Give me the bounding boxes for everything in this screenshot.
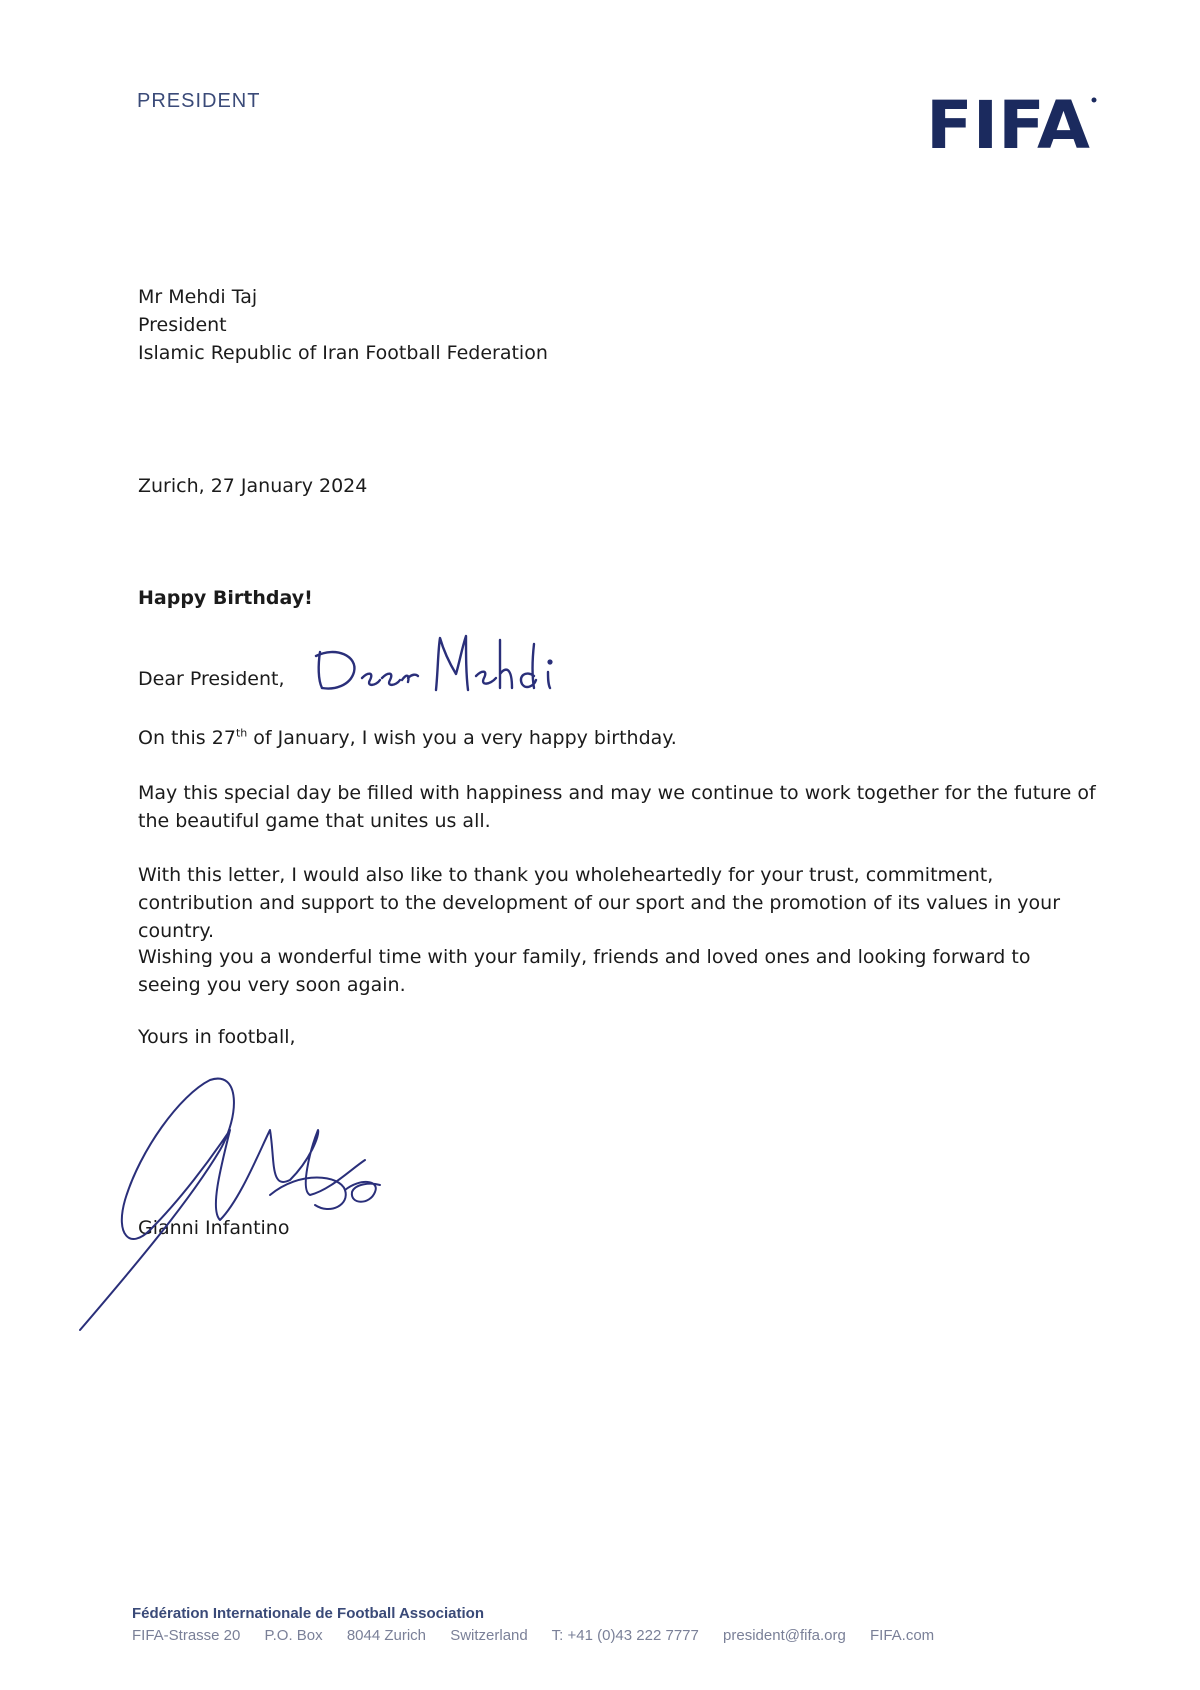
fifa-logo-text: FIFA xyxy=(926,92,1090,154)
footer-phone: T: +41 (0)43 222 7777 xyxy=(551,1627,699,1644)
fifa-logo xyxy=(926,92,1098,154)
handwritten-dear-mehdi xyxy=(310,630,600,700)
footer-website[interactable]: FIFA.com xyxy=(870,1627,935,1644)
footer-street: FIFA-Strasse 20 xyxy=(132,1627,241,1644)
footer-email[interactable]: president@fifa.org xyxy=(723,1627,846,1644)
recipient-address xyxy=(138,283,548,367)
body-paragraph-3: With this letter, I would also like to thank you wholeheartedly for your trust, commitment, contribution and support to the development of our sport and the promotion of its values in your country. xyxy=(138,864,1061,942)
recipient-organization: Islamic Republic of Iran Football Federation xyxy=(138,342,548,364)
handwritten-signature xyxy=(70,1060,420,1340)
footer-country: Switzerland xyxy=(450,1627,528,1644)
closing: Yours in football, xyxy=(138,1026,296,1048)
body-paragraph-4: Wishing you a wonderful time with your family, friends and loved ones and looking forward to seeing you very soon again. xyxy=(138,946,1031,996)
subject-line: Happy Birthday! xyxy=(138,587,313,609)
signer-name: Gianni Infantino xyxy=(138,1217,290,1239)
salutation: Dear President, xyxy=(138,668,285,690)
recipient-name: Mr Mehdi Taj xyxy=(138,286,258,308)
footer-organization: Fédération Internationale de Football Association xyxy=(132,1605,484,1622)
body-paragraph-1: On this 27th of January, I wish you a very happy birthday. xyxy=(138,726,677,749)
date-line: Zurich, 27 January 2024 xyxy=(138,475,368,497)
footer-contact-details xyxy=(132,1627,954,1644)
footer-city: 8044 Zurich xyxy=(346,1627,427,1644)
body-paragraph-2: May this special day be filled with happiness and may we continue to work together for the future of the beautiful game that unites us all. xyxy=(138,782,1096,832)
recipient-title: President xyxy=(138,314,227,336)
header-label: PRESIDENT xyxy=(137,90,261,112)
footer-po-box: P.O. Box xyxy=(264,1627,323,1644)
